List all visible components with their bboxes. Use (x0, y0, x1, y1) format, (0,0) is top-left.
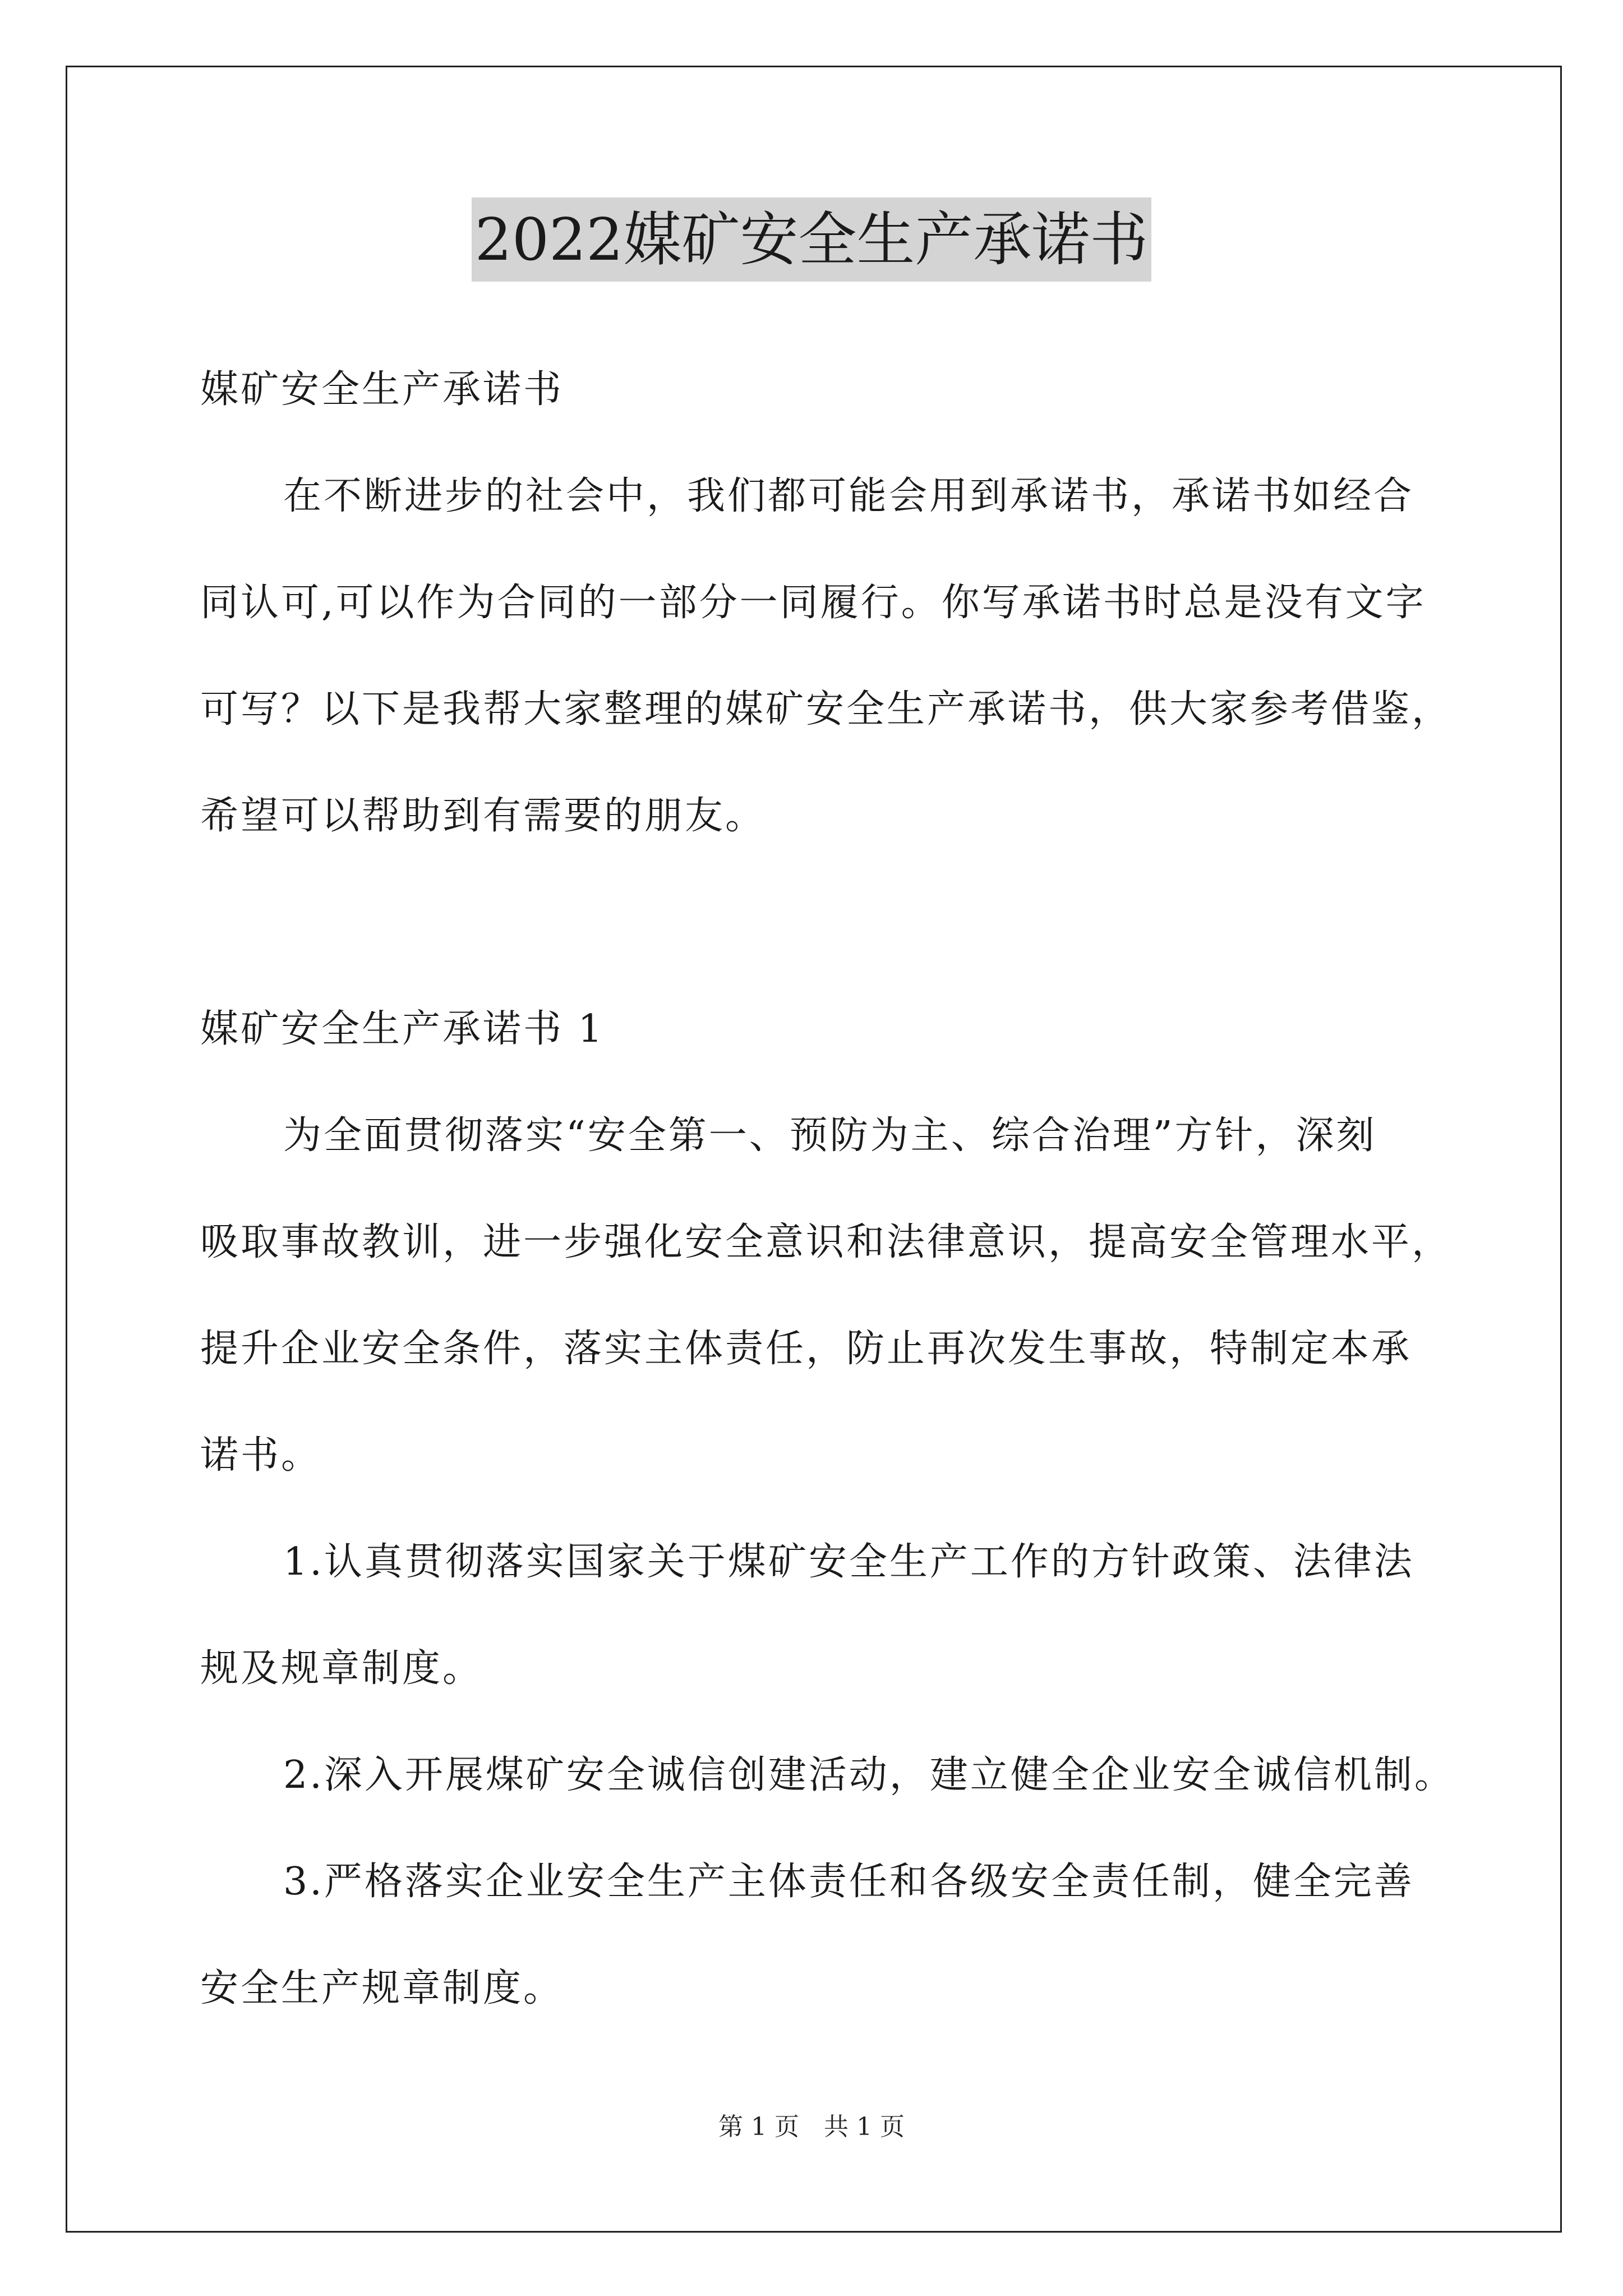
intro-line-1: 在不断进步的社会中，我们都可能会用到承诺书，承诺书如经合 (283, 474, 1414, 518)
intro-heading: 媒矿安全生产承诺书 (200, 367, 564, 412)
section-line-1: 为全面贯彻落实“安全第一、预防为主、综合治理”方针，深刻 (283, 1114, 1377, 1158)
intro-line-3: 可写？以下是我帮大家整理的媒矿安全生产承诺书，供大家参考借鉴， (200, 687, 1453, 731)
document-title (0, 197, 1623, 282)
item-2-line-1: 2.深入开展煤矿安全诚信创建活动，建立健全企业安全诚信机制。 (283, 1753, 1455, 1797)
item-3-line-1: 3.严格落实企业安全生产主体责任和各级安全责任制，健全完善 (283, 1860, 1414, 1904)
document-body (200, 337, 1473, 2042)
item-1-line-1: 1.认真贯彻落实国家关于煤矿安全生产工作的方针政策、法律法 (283, 1540, 1414, 1584)
section-line-3: 提升企业安全条件，落实主体责任，防止再次发生事故，特制定本承 (200, 1327, 1412, 1371)
page-number-label: 第 1 页 共 1 页 (718, 2113, 905, 2141)
item-3-line-2: 安全生产规章制度。 (200, 1966, 564, 2010)
section-line-2: 吸取事故教训，进一步强化安全意识和法律意识，提高安全管理水平， (200, 1220, 1453, 1264)
page-footer (0, 2110, 1623, 2144)
item-1-line-2: 规及规章制度。 (200, 1646, 483, 1691)
section-heading: 媒矿安全生产承诺书 1 (200, 1007, 605, 1051)
paragraph-gap (200, 869, 1473, 976)
section-line-4: 诺书。 (200, 1433, 322, 1478)
document-title-text: 2022媒矿安全生产承诺书 (472, 197, 1152, 282)
intro-line-2: 同认可,可以作为合同的一部分一同履行。你写承诺书时总是没有文字 (200, 581, 1426, 625)
intro-line-4: 希望可以帮助到有需要的朋友。 (200, 794, 766, 838)
